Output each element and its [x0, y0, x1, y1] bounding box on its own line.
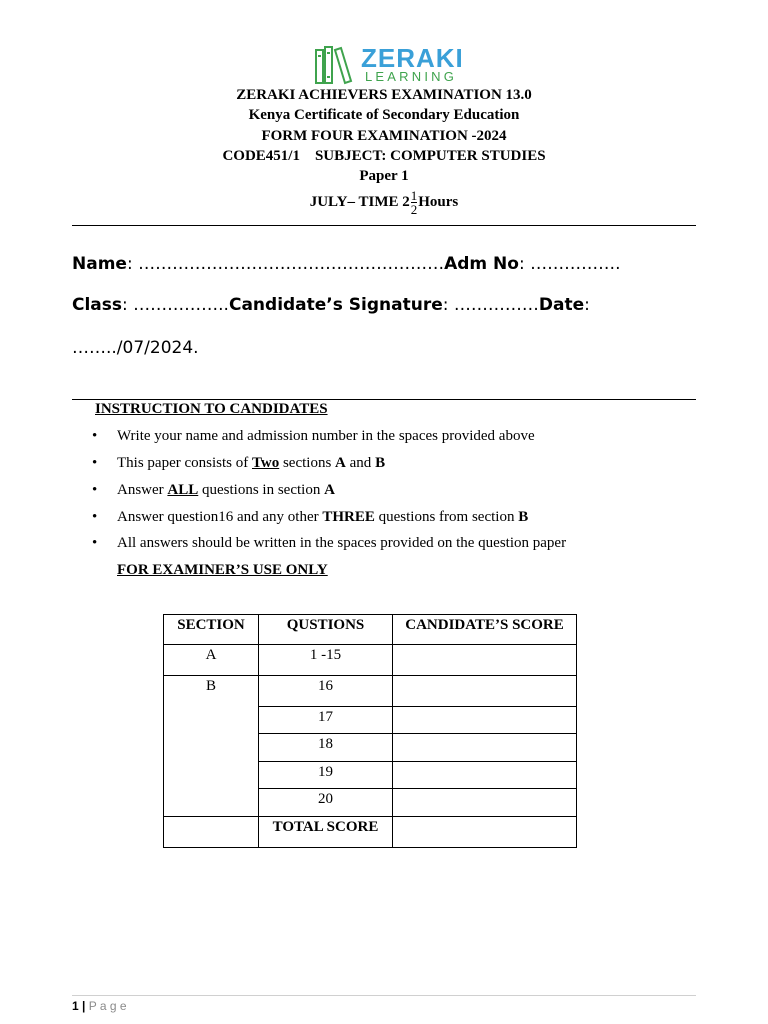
class-row — [72, 295, 590, 315]
instruction-emphasis: Two — [251, 455, 280, 471]
instruction-emphasis: B — [375, 455, 386, 471]
exam-form: FORM FOUR EXAMINATION -2024 — [261, 128, 507, 144]
instruction-text: Answer — [117, 482, 168, 498]
exam-code: CODE451/1 — [222, 148, 300, 164]
exam-board: Kenya Certificate of Secondary Education — [248, 107, 520, 123]
page-number: 1 — [72, 999, 79, 1013]
score-cell[interactable] — [393, 789, 577, 817]
name-row — [72, 254, 621, 274]
logo-brand: ZERAKI — [361, 43, 464, 73]
instruction-text: questions from section — [374, 509, 519, 525]
instruction-emphasis: A — [324, 482, 335, 498]
time-suffix: Hours — [418, 193, 459, 210]
bullet-icon: • — [92, 535, 98, 551]
instruction-text: questions in section — [198, 482, 325, 498]
section-cell — [164, 817, 259, 848]
instruction-emphasis: B — [518, 509, 529, 525]
instruction-text: and — [345, 455, 376, 471]
page-label: P a g e — [88, 999, 127, 1013]
exam-time — [0, 189, 768, 216]
instruction-text: sections — [279, 455, 336, 471]
fraction-denominator: 2 — [410, 202, 418, 217]
table-header: QUSTIONS — [259, 615, 393, 645]
bullet-icon: • — [92, 428, 98, 444]
class-label: Class — [72, 295, 123, 315]
questions-cell: 16 — [259, 676, 393, 707]
table-row — [164, 645, 577, 676]
score-cell[interactable] — [393, 676, 577, 707]
score-cell[interactable] — [393, 734, 577, 762]
questions-cell: 17 — [259, 707, 393, 734]
instruction-item-4 — [117, 508, 528, 526]
section-cell: B — [164, 676, 259, 817]
score-table — [163, 614, 577, 848]
table-row — [164, 676, 577, 707]
total-score-label: TOTAL SCORE — [259, 817, 393, 848]
bullet-icon: • — [92, 455, 98, 471]
instruction-item-3 — [117, 481, 335, 499]
table-header: CANDIDATE’S SCORE — [393, 615, 577, 645]
books-icon — [313, 44, 355, 86]
exam-subject: SUBJECT: COMPUTER STUDIES — [314, 148, 546, 164]
instruction-item-5: All answers should be written in the spaces provided on the question paper — [117, 535, 567, 551]
table-header: SECTION — [164, 615, 259, 645]
time-fraction — [411, 189, 418, 216]
examiner-title: FOR EXAMINER’S USE ONLY — [117, 562, 328, 578]
exam-title: ZERAKI ACHIEVERS EXAMINATION 13.0 — [236, 87, 532, 103]
header-divider — [72, 225, 696, 226]
questions-cell: 1 -15 — [259, 645, 393, 676]
instruction-emphasis: ALL — [167, 482, 199, 498]
fraction-numerator: 1 — [410, 188, 418, 203]
zeraki-logo — [313, 43, 464, 86]
date-label: Date — [538, 295, 585, 315]
instruction-item-1: Write your name and admission number in the spaces provided above — [117, 428, 535, 444]
section-cell: A — [164, 645, 259, 676]
exam-paper: Paper 1 — [359, 168, 409, 184]
questions-cell: 18 — [259, 734, 393, 762]
bullet-icon: • — [92, 509, 98, 525]
adm-field[interactable]: : ……………. — [518, 254, 621, 274]
name-field[interactable]: : ……………………………………………… — [126, 254, 445, 274]
questions-cell: 19 — [259, 762, 393, 789]
questions-cell: 20 — [259, 789, 393, 817]
bullet-icon: • — [92, 482, 98, 498]
score-cell[interactable] — [393, 645, 577, 676]
name-label: Name — [72, 254, 127, 274]
table-row — [164, 817, 577, 848]
exam-code-subject — [0, 147, 768, 165]
instruction-text: This paper consists of — [117, 455, 252, 471]
score-cell[interactable] — [393, 762, 577, 789]
instruction-item-2 — [117, 454, 385, 472]
page-footer — [72, 998, 127, 1014]
instruction-emphasis: A — [335, 455, 346, 471]
footer-divider — [72, 995, 696, 996]
instruction-text: Answer question16 and any other — [117, 509, 323, 525]
date-colon: : — [584, 295, 590, 315]
class-field[interactable]: : …………….. — [122, 295, 229, 315]
page-separator: | — [82, 999, 86, 1013]
table-header-row — [164, 615, 577, 645]
instruction-emphasis: THREE — [322, 509, 375, 525]
score-cell[interactable] — [393, 707, 577, 734]
signature-label: Candidate’s Signature — [228, 295, 443, 315]
signature-field[interactable]: : …………… — [442, 295, 539, 315]
instructions-title: INSTRUCTION TO CANDIDATES — [95, 401, 328, 417]
adm-label: Adm No — [444, 254, 519, 274]
logo-sub: LEARNING — [365, 69, 458, 84]
time-prefix: JULY– TIME 2 — [309, 193, 410, 210]
total-score-cell[interactable] — [393, 817, 577, 848]
date-field[interactable]: ……../07/2024. — [72, 338, 199, 358]
